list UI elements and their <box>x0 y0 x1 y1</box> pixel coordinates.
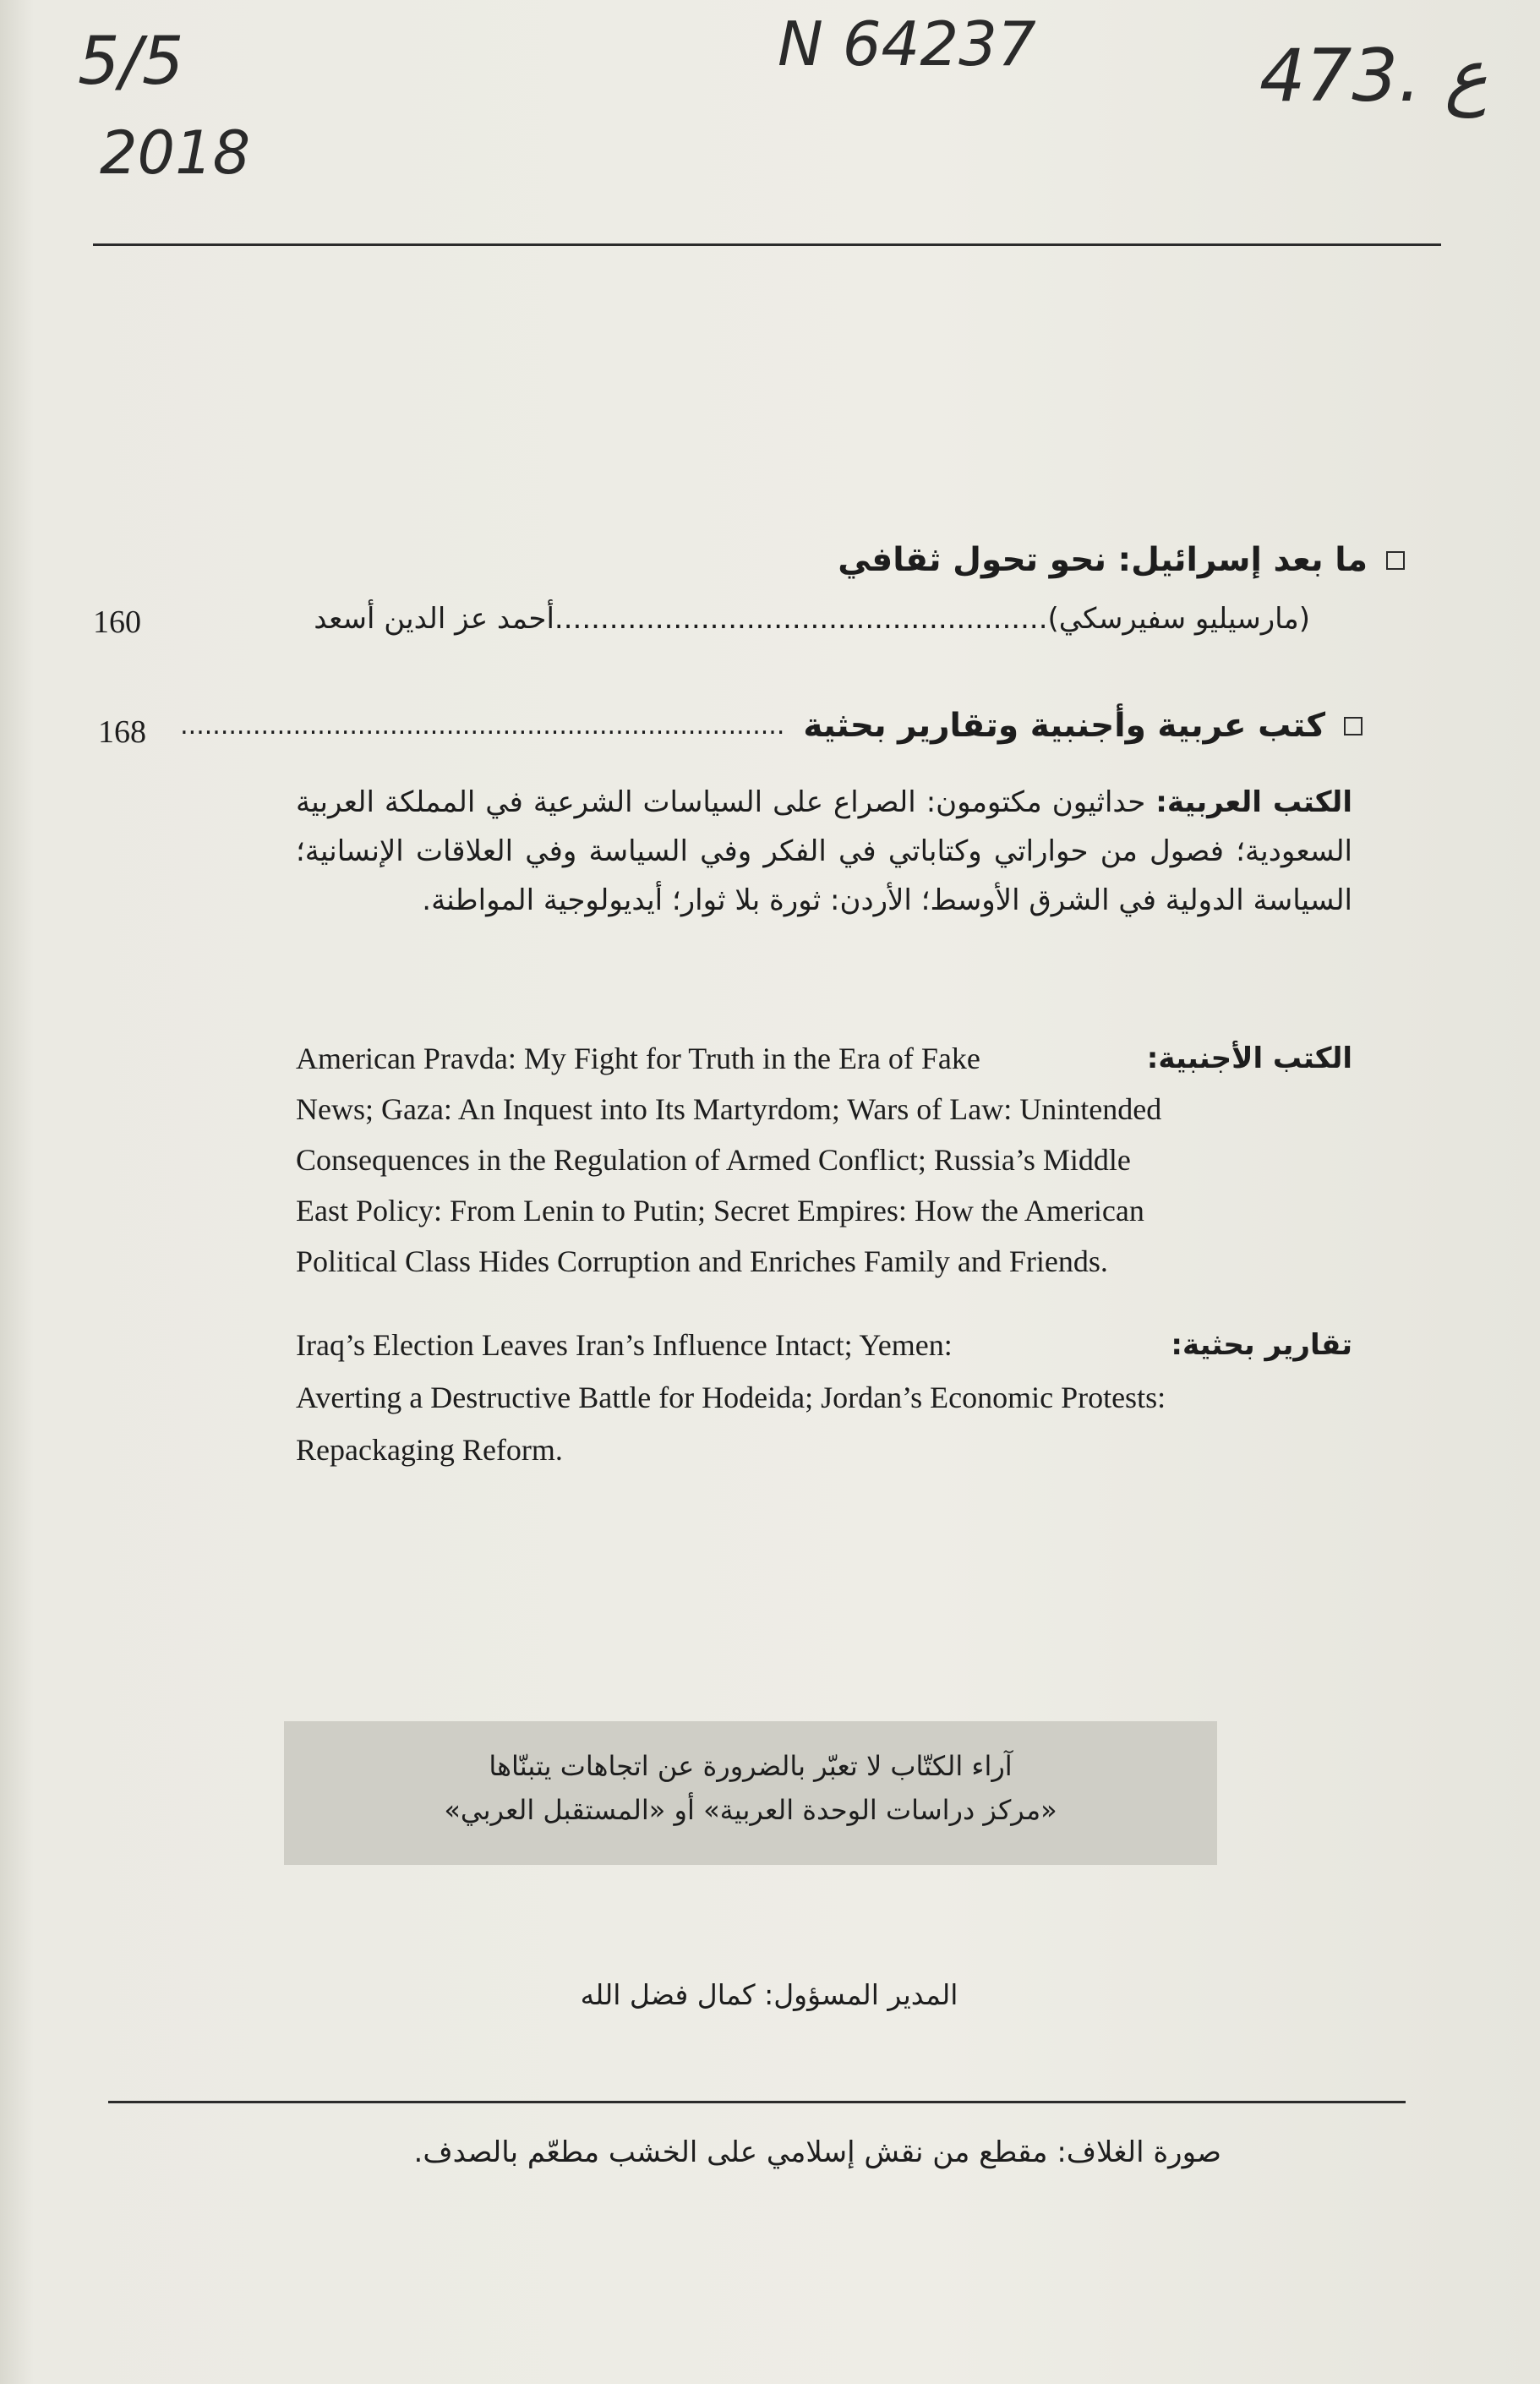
checkbox-icon <box>1386 551 1405 570</box>
toc-author: أحمد عز الدين أسعد <box>314 602 554 636</box>
foreign-books-line-1: American Pravda: My Fight for Truth in the Era of Fake <box>296 1042 980 1075</box>
handwritten-note-center: N 64237 <box>778 8 1036 79</box>
arabic-books-text: حداثيون مكتومون: الصراع على السياسات الشرعية في المملكة العربية السعودية؛ فصول من حواراتي وكتاباتي في الفكر وفي السياسة وفي العلاقات الإنسانية؛ السياسة الدولية في الشرق الأوسط؛ الأردن: ثورة بلا ثوار؛ أيديولوجية المواطنة. <box>296 785 1352 917</box>
toc-subtitle: (مارسيليو سفيرسكي) <box>1047 602 1310 636</box>
toc-leader-dots: ........................................................................... <box>180 711 785 741</box>
toc-page-number: 168 <box>98 714 146 750</box>
toc-entry-1-byline <box>93 602 1310 653</box>
reports-section <box>296 1319 1352 1476</box>
disclaimer-line-1: آراء الكتّاب لا تعبّر بالضرورة عن اتجاهات يتبنّاها <box>489 1750 1013 1782</box>
checkbox-icon <box>1344 717 1363 735</box>
foreign-books-line-3: Consequences in the Regulation of Armed Conflict; Russia’s Middle <box>296 1143 1131 1177</box>
disclaimer-box <box>284 1721 1217 1865</box>
foreign-books-line-4: East Policy: From Lenin to Putin; Secret Empires: How the American <box>296 1194 1144 1228</box>
top-divider <box>93 243 1441 246</box>
reports-label: تقارير بحثية: <box>1171 1328 1352 1362</box>
toc-title: ما بعد إسرائيل: نحو تحول ثقافي <box>838 541 1368 579</box>
foreign-books-line-5: Political Class Hides Corruption and Enriches Family and Friends. <box>296 1244 1108 1278</box>
foreign-books-line-2: News; Gaza: An Inquest into Its Martyrdom; Wars of Law: Unintended <box>296 1092 1162 1126</box>
bottom-divider <box>108 2101 1406 2103</box>
arabic-books-label: الكتب العربية: <box>1155 785 1352 819</box>
toc-page-number: 160 <box>93 604 141 640</box>
editor-credit: المدير المسؤول: كمال فضل الله <box>580 1978 958 2011</box>
handwritten-note-right: 473. ع <box>1259 34 1488 118</box>
foreign-books-section <box>296 1033 1352 1287</box>
toc-title: كتب عربية وأجنبية وتقارير بحثية <box>803 707 1325 745</box>
disclaimer-line-2: «مركز دراسات الوحدة العربية» أو «المستقبل العربي» <box>444 1794 1057 1826</box>
handwritten-note-left-top: 5/5 <box>78 24 184 100</box>
cover-caption: صورة الغلاف: مقطع من نقش إسلامي على الخشب مطعّم بالصدف. <box>413 2135 1221 2169</box>
handwritten-note-left-bottom: 2018 <box>100 118 251 188</box>
arabic-books-paragraph <box>296 778 1352 925</box>
reports-line-1: Iraq’s Election Leaves Iran’s Influence Intact; Yemen: <box>296 1328 953 1362</box>
toc-entry-2 <box>93 703 1363 754</box>
reports-line-3: Repackaging Reform. <box>296 1433 563 1467</box>
toc-entry-1 <box>137 541 1405 579</box>
toc-leader-dots: ...................................................... <box>554 602 1048 636</box>
reports-line-2: Averting a Destructive Battle for Hodeida; Jordan’s Economic Protests: <box>296 1381 1166 1414</box>
foreign-books-label: الكتب الأجنبية: <box>1146 1042 1352 1075</box>
